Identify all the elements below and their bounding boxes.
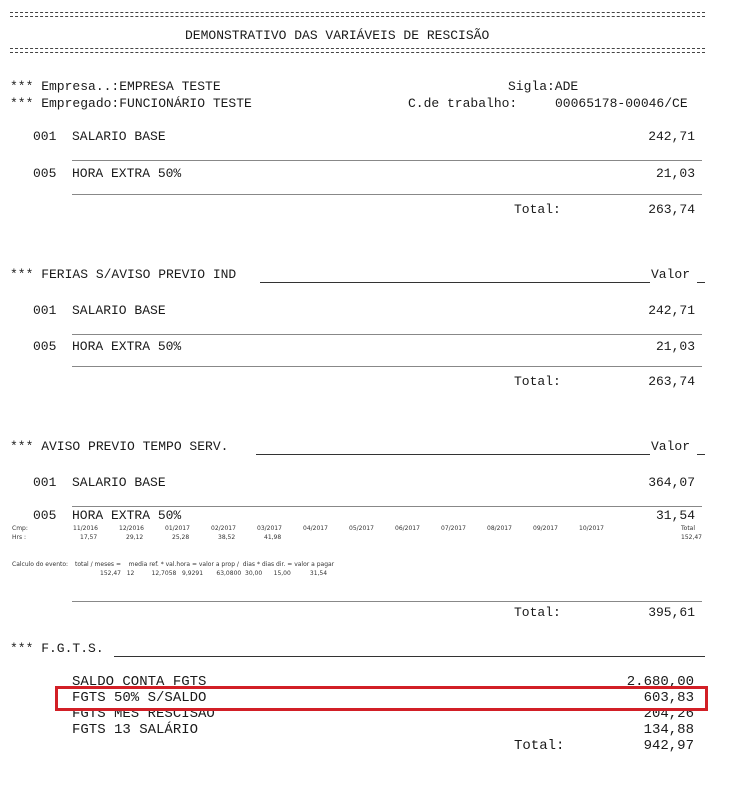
row-code: 005 — [33, 166, 57, 181]
detail-hours: 25,28 — [172, 534, 190, 541]
detail-month: 06/2017 — [395, 525, 420, 532]
row-separator — [72, 366, 702, 367]
fgts-row-value: 134,88 — [643, 722, 694, 738]
ctps-value: 00065178-00046/CE — [555, 96, 688, 111]
row-code: 005 — [33, 339, 57, 354]
total-value: 263,74 — [648, 374, 695, 389]
row-value: 21,03 — [655, 166, 695, 181]
row-desc: HORA EXTRA 50% — [72, 339, 182, 354]
fgts-row-desc: FGTS 13 SALÁRIO — [72, 722, 199, 738]
row-code: 001 — [33, 475, 57, 490]
detail-hours: 17,57 — [80, 534, 98, 541]
calc-label: Calculo do evento: — [12, 561, 69, 568]
fgts-row-value: 204,26 — [643, 706, 694, 722]
row-value: 242,71 — [648, 303, 695, 318]
column-header-valor: Valor — [651, 267, 691, 282]
row-code: 005 — [33, 508, 57, 523]
detail-month: 08/2017 — [487, 525, 512, 532]
detail-month: 07/2017 — [441, 525, 466, 532]
page-title: DEMONSTRATIVO DAS VARIÁVEIS DE RESCISÃO — [185, 28, 490, 43]
total-label: Total: — [514, 202, 561, 217]
detail-hours: 41,98 — [264, 534, 282, 541]
highlight-box — [55, 686, 708, 711]
detail-hours: 38,52 — [218, 534, 236, 541]
empregado-line: *** Empregado:FUNCIONÁRIO TESTE — [10, 96, 252, 111]
total-value: 263,74 — [648, 202, 695, 217]
section-title-underline — [260, 282, 650, 283]
section-title: *** AVISO PREVIO TEMPO SERV. — [10, 439, 229, 454]
total-label: Total: — [514, 738, 565, 754]
row-separator — [72, 601, 702, 602]
ctps-label: C.de trabalho: — [408, 96, 518, 111]
row-desc: HORA EXTRA 50% — [72, 166, 182, 181]
calc-values: 152,47 12 12,7058 9,9291 63,0800 30,00 15,00 31,54 — [100, 570, 328, 577]
fgts-row-desc: FGTS MES RESCISAO — [72, 706, 215, 722]
row-desc: HORA EXTRA 50% — [72, 508, 182, 523]
calc-formula: total / meses = media ref. * val.hora = valor a prop / dias * dias dir. = valor a pagar — [75, 561, 335, 568]
row-separator — [72, 334, 702, 335]
detail-month: 02/2017 — [211, 525, 236, 532]
detail-month: 09/2017 — [533, 525, 558, 532]
detail-month: 04/2017 — [303, 525, 328, 532]
header-rule-bottom — [10, 48, 705, 53]
row-desc: SALARIO BASE — [72, 475, 166, 490]
section-title-underline — [114, 656, 705, 657]
fgts-row-value: 603,83 — [643, 690, 694, 706]
detail-month: 10/2017 — [579, 525, 604, 532]
detail-month: 03/2017 — [257, 525, 282, 532]
detail-month: 01/2017 — [165, 525, 190, 532]
detail-month: 05/2017 — [349, 525, 374, 532]
row-separator — [72, 160, 702, 161]
column-header-valor: Valor — [651, 439, 691, 454]
total-label: Total: — [514, 374, 561, 389]
section-title: *** FERIAS S/AVISO PREVIO IND — [10, 267, 237, 282]
row-value: 242,71 — [648, 129, 695, 144]
detail-comp-label: Cmp: — [12, 525, 28, 532]
empresa-line: *** Empresa..:EMPRESA TESTE — [10, 79, 221, 94]
row-desc: SALARIO BASE — [72, 129, 166, 144]
row-desc: SALARIO BASE — [72, 303, 166, 318]
total-label: Total: — [514, 605, 561, 620]
detail-hrs-total: 152,47 — [681, 534, 702, 541]
fgts-row-desc: FGTS 50% S/SALDO — [72, 690, 207, 706]
column-header-underline — [697, 282, 705, 283]
row-separator — [72, 506, 702, 507]
row-separator — [72, 194, 702, 195]
row-code: 001 — [33, 303, 57, 318]
total-value: 395,61 — [648, 605, 695, 620]
section-title-underline — [256, 454, 650, 455]
detail-total-header: Total — [681, 525, 696, 532]
header-rule-top — [10, 12, 705, 17]
fgts-row-desc: SALDO CONTA FGTS — [72, 674, 207, 690]
fgts-row-value: 2.680,00 — [626, 674, 694, 690]
row-value: 31,54 — [655, 508, 695, 523]
row-code: 001 — [33, 129, 57, 144]
detail-hours: 29,12 — [126, 534, 144, 541]
detail-month: 11/2016 — [73, 525, 98, 532]
section-title: *** F.G.T.S. — [10, 641, 104, 656]
column-header-underline — [697, 454, 705, 455]
row-value: 364,07 — [648, 475, 695, 490]
total-value: 942,97 — [643, 738, 694, 754]
detail-hrs-label: Hrs : — [12, 534, 27, 541]
detail-month: 12/2016 — [119, 525, 144, 532]
sigla: Sigla:ADE — [508, 79, 579, 94]
row-value: 21,03 — [655, 339, 695, 354]
